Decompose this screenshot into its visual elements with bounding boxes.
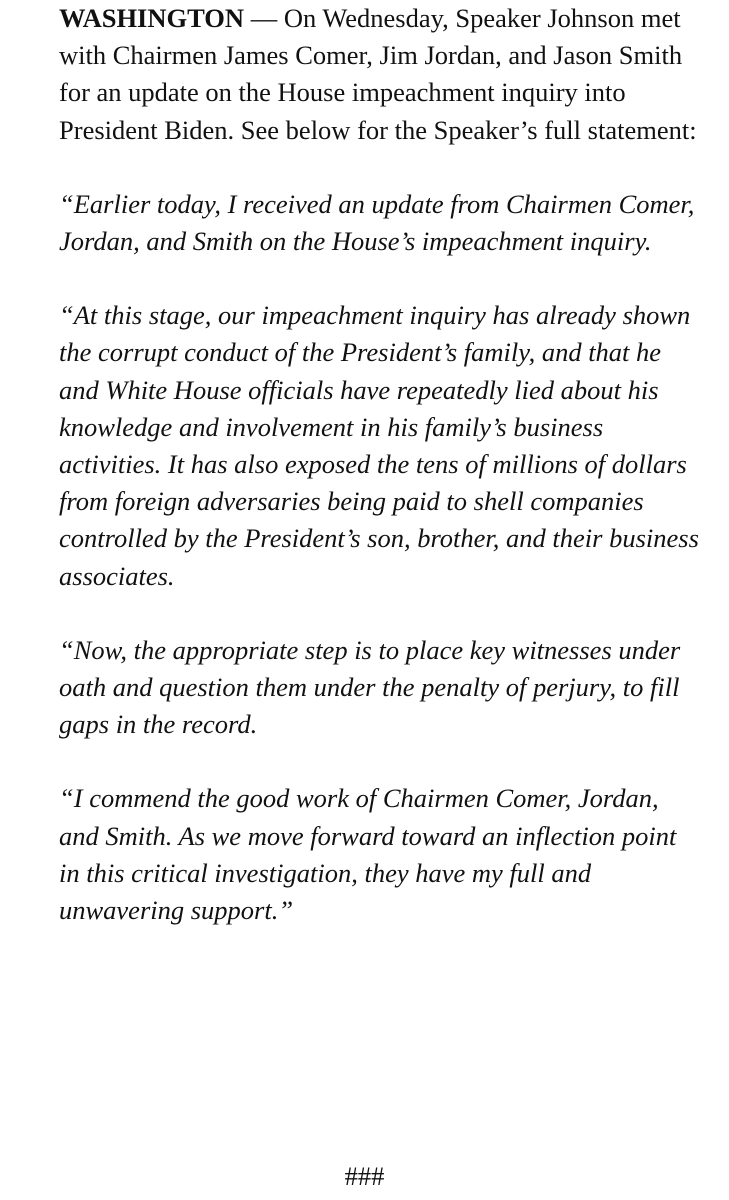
dateline: WASHINGTON [59,3,245,33]
lead-text: — On Wednesday, Speaker Johnson met with Chairmen James Comer, Jim Jordan, and Jason Smith for an update on the House impeachment inquiry into President Biden. See below for the Speaker’s full statement: [59,3,697,145]
press-release-body [59,0,699,929]
statement-paragraph-1: “Earlier today, I received an update from Chairmen Comer, Jordan, and Smith on the House’s impeachment inquiry. [59,188,695,257]
statement-paragraph-2: “At this stage, our impeachment inquiry has already shown the corrupt conduct of the President’s family, and that he and White House officials have repeatedly lied about his knowledge and involvement in his family’s business activities. It has also exposed the tens of millions of dollars from foreign adversaries being paid to shell companies controlled by the President’s son, brother, and their business associates. [59,300,699,591]
statement-paragraph-3: “Now, the appropriate step is to place key witnesses under oath and question them under the penalty of perjury, to fill gaps in the record. [59,634,681,740]
lead-paragraph [59,0,699,149]
end-of-release-mark: ### [344,1161,385,1191]
statement-paragraph-4: “I commend the good work of Chairmen Comer, Jordan, and Smith. As we move forward toward an inflection point in this critical investigation, they have my full and unwavering support.” [59,783,677,926]
